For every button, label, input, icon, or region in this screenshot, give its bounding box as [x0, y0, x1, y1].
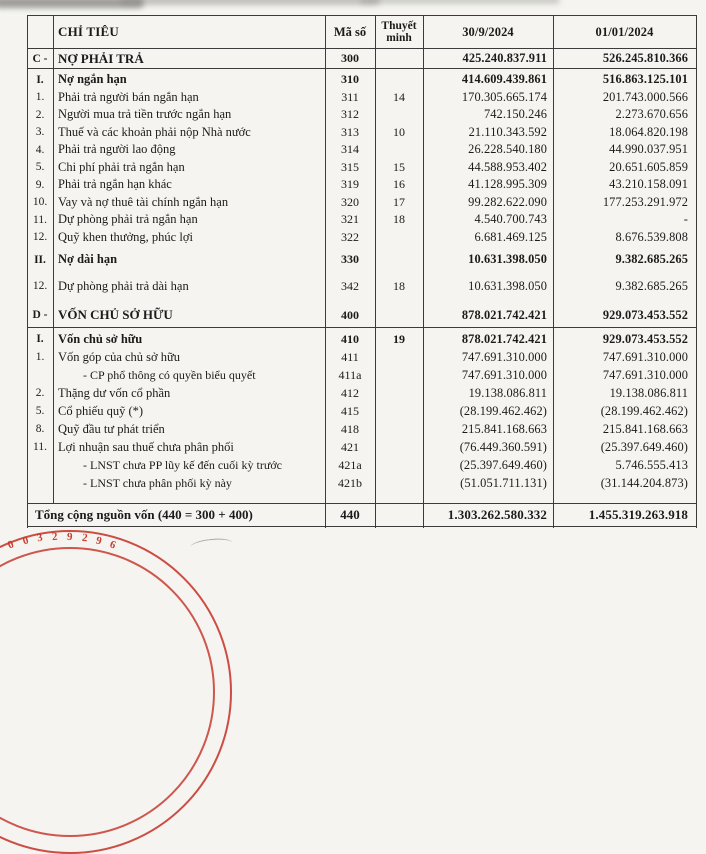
row-code: 418 — [341, 421, 359, 436]
row-label: Dự phòng phải trả ngắn hạn — [58, 212, 198, 227]
row-number: 2. — [35, 387, 45, 399]
row-label: Quỹ khen thưởng, phúc lợi — [58, 229, 193, 244]
value-current: 26.228.540.180 — [468, 142, 547, 157]
row-code: 342 — [341, 278, 359, 293]
stamp-digit: 2 — [51, 530, 58, 543]
table-row-300 — [27, 49, 697, 69]
row-number: 12. — [32, 280, 48, 293]
row-number: 8. — [35, 423, 45, 435]
value-prior: 929.073.453.552 — [602, 331, 688, 346]
row-note: 18 — [393, 212, 405, 227]
value-prior: 516.863.125.101 — [602, 72, 688, 87]
row-code: 322 — [341, 229, 359, 244]
value-prior: 19.138.086.811 — [609, 385, 688, 400]
row-code: 411a — [338, 367, 362, 382]
row-code: 314 — [341, 142, 359, 157]
value-current: 414.609.439.861 — [461, 72, 547, 87]
value-current: 747.691.310.000 — [461, 349, 547, 364]
row-code: 440 — [340, 507, 360, 522]
table-row-314 — [27, 141, 697, 159]
row-label: - LNST chưa PP lũy kế đến cuối kỳ trước — [83, 457, 282, 472]
header-code-label: Mã số — [333, 24, 367, 39]
row-number: I. — [36, 333, 44, 345]
value-prior: - — [683, 212, 688, 227]
table-row-411 — [27, 348, 697, 366]
value-prior: 9.382.685.265 — [615, 278, 688, 293]
row-number: 1. — [35, 351, 45, 363]
value-prior: (28.199.462.462) — [600, 403, 688, 418]
value-prior: 5.746.555.413 — [615, 457, 688, 472]
scan-artifact — [360, 0, 560, 4]
table-row-421b — [27, 474, 697, 492]
value-current: (25.397.649.460) — [459, 457, 547, 472]
stamp-digit: 3 — [35, 531, 44, 545]
table-row-342 — [27, 278, 697, 296]
table-row-315 — [27, 159, 697, 177]
value-current: 44.588.953.402 — [468, 159, 547, 174]
table-row-412 — [27, 384, 697, 402]
table-rows — [27, 49, 697, 527]
table-row-321 — [27, 211, 697, 229]
value-prior: 929.073.453.552 — [602, 307, 688, 322]
header-note-line1: Thuyết — [381, 19, 417, 32]
row-number: 5. — [35, 405, 45, 417]
row-label: Lợi nhuận sau thuế chưa phân phối — [58, 439, 234, 454]
stamp-outer-ring — [0, 530, 232, 854]
value-current: 170.305.665.174 — [461, 89, 547, 104]
row-number: 4. — [35, 143, 45, 156]
balance-sheet-table — [27, 15, 697, 529]
value-prior: 215.841.168.663 — [602, 421, 688, 436]
scan-artifact — [0, 0, 144, 8]
table-row-330 — [27, 251, 697, 269]
row-note: 14 — [393, 89, 405, 104]
row-number: C - — [32, 52, 48, 65]
table-row-421a — [27, 456, 697, 474]
row-label: Vay và nợ thuê tài chính ngắn hạn — [58, 194, 229, 209]
row-number: 11. — [33, 213, 47, 226]
stamp-digit: 2 — [81, 531, 89, 545]
row-label: Nợ dài hạn — [58, 252, 118, 267]
row-label: Nợ ngắn hạn — [58, 72, 127, 87]
value-current: 99.282.622.090 — [468, 194, 547, 209]
table-row-319 — [27, 176, 697, 194]
row-number: D - — [32, 309, 48, 321]
row-label: Chi phí phải trả ngắn hạn — [58, 159, 185, 174]
value-current: 21.110.343.592 — [468, 124, 547, 139]
row-number: 10. — [32, 196, 48, 209]
row-code: 412 — [341, 385, 359, 400]
row-label: Tổng cộng nguồn vốn (440 = 300 + 400) — [35, 507, 253, 522]
row-label: Vốn góp của chủ sở hữu — [58, 349, 181, 364]
table-row-322 — [27, 229, 697, 247]
value-prior: 747.691.310.000 — [602, 367, 688, 382]
row-label: - LNST chưa phân phối kỳ này — [83, 475, 232, 490]
table-row-311 — [27, 89, 697, 107]
row-code: 421 — [341, 439, 359, 454]
stamp-digit: 0 — [5, 538, 16, 552]
row-number: I. — [36, 73, 44, 86]
row-code: 319 — [341, 177, 359, 192]
row-code: 400 — [341, 307, 359, 322]
table-row-313 — [27, 124, 697, 142]
value-prior: 177.253.291.972 — [602, 194, 688, 209]
value-prior: 8.676.539.808 — [615, 229, 688, 244]
row-note: 18 — [393, 278, 405, 293]
row-number: 5. — [35, 161, 45, 174]
scan-artifact — [120, 0, 380, 5]
row-note: 16 — [393, 177, 405, 192]
row-note: 10 — [393, 124, 405, 139]
value-current: 1.303.262.580.332 — [447, 507, 547, 522]
row-code: 411 — [341, 349, 359, 364]
row-label: NỢ PHẢI TRẢ — [58, 50, 144, 66]
row-number: 9. — [35, 178, 45, 191]
header-prior-period: 01/01/2024 — [595, 24, 654, 39]
header-item-label: CHỈ TIÊU — [58, 24, 119, 39]
row-code: 320 — [341, 194, 359, 209]
value-prior: 1.455.319.263.918 — [588, 507, 688, 522]
value-current: 878.021.742.421 — [461, 307, 547, 322]
row-label: Quỹ đầu tư phát triển — [58, 421, 165, 436]
row-code: 311 — [341, 89, 359, 104]
row-code: 300 — [341, 51, 359, 65]
row-label: VỐN CHỦ SỞ HỮU — [58, 307, 173, 322]
value-current: 747.691.310.000 — [461, 367, 547, 382]
value-prior: 526.245.810.366 — [602, 51, 688, 65]
value-prior: 201.743.000.566 — [602, 89, 688, 104]
row-label: Vốn chủ sở hữu — [58, 331, 143, 346]
row-code: 312 — [341, 107, 359, 122]
header-current-period: 30/9/2024 — [462, 24, 514, 39]
row-code: 321 — [341, 212, 359, 227]
row-label: Thặng dư vốn cổ phần — [58, 385, 171, 400]
value-current: 4.540.700.743 — [474, 212, 547, 227]
value-current: (76.449.360.591) — [459, 439, 547, 454]
row-label: Phải trả ngắn hạn khác — [58, 177, 172, 192]
header-note-line2: minh — [386, 32, 412, 44]
value-prior: 44.990.037.951 — [609, 142, 688, 157]
value-current: (28.199.462.462) — [459, 403, 547, 418]
row-label: - CP phổ thông có quyền biểu quyết — [83, 367, 256, 382]
value-current: 10.631.398.050 — [468, 278, 547, 293]
table-row-310 — [27, 71, 697, 89]
value-current: 10.631.398.050 — [468, 252, 547, 267]
stamp-digit: 9 — [66, 530, 73, 543]
row-code: 415 — [341, 403, 359, 418]
row-label: Dự phòng phải trả dài hạn — [58, 278, 189, 293]
value-prior: 20.651.605.859 — [609, 159, 688, 174]
table-row-410 — [27, 330, 697, 348]
row-code: 421b — [338, 475, 362, 490]
value-current: (51.051.711.131) — [460, 475, 547, 490]
row-code: 410 — [341, 331, 359, 346]
table-row-418 — [27, 420, 697, 438]
row-code: 313 — [341, 124, 359, 139]
row-number: 3. — [35, 126, 45, 139]
row-label: Thuế và các khoản phải nộp Nhà nước — [58, 124, 251, 139]
value-current: 742.150.246 — [483, 107, 547, 122]
value-prior: 9.382.685.265 — [615, 252, 688, 267]
value-current: 6.681.469.125 — [474, 229, 547, 244]
row-number: 11. — [33, 441, 47, 453]
stamp-digit: 6 — [108, 538, 118, 552]
row-code: 315 — [341, 159, 359, 174]
table-row-440 — [27, 503, 697, 527]
value-current: 215.841.168.663 — [461, 421, 547, 436]
stamp-digit: 0 — [21, 534, 31, 548]
row-label: Người mua trả tiền trước ngắn hạn — [58, 107, 232, 122]
row-label: Phải trả người bán ngắn hạn — [58, 89, 199, 104]
value-current: 425.240.837.911 — [462, 51, 547, 65]
row-number: 2. — [35, 108, 45, 121]
value-prior: 747.691.310.000 — [602, 349, 688, 364]
value-current: 19.138.086.811 — [468, 385, 547, 400]
row-code: 421a — [338, 457, 362, 472]
row-note: 15 — [393, 159, 405, 174]
table-row-421 — [27, 438, 697, 456]
table-row-400 — [27, 303, 697, 328]
row-number: 1. — [35, 91, 45, 104]
value-prior: 18.064.820.198 — [609, 124, 688, 139]
row-number: 12. — [32, 231, 48, 244]
table-row-415 — [27, 402, 697, 420]
table-row-312 — [27, 106, 697, 124]
value-prior: 43.210.158.091 — [609, 177, 688, 192]
header-note-label — [375, 20, 423, 44]
value-current: 878.021.742.421 — [461, 331, 547, 346]
row-note: 17 — [393, 194, 405, 209]
value-current: 41.128.995.309 — [468, 177, 547, 192]
row-code: 310 — [341, 72, 359, 87]
row-code: 330 — [341, 252, 359, 267]
stamp-inner-ring — [0, 547, 215, 837]
value-prior: (25.397.649.460) — [600, 439, 688, 454]
table-header-row — [27, 16, 697, 49]
row-label: Cổ phiếu quỹ (*) — [58, 403, 144, 418]
table-row-411a — [27, 366, 697, 384]
table-row-320 — [27, 194, 697, 212]
row-note: 19 — [393, 331, 405, 346]
pen-mark — [190, 536, 233, 548]
value-prior: 2.273.670.656 — [615, 107, 688, 122]
row-label: Phải trả người lao động — [58, 142, 176, 157]
stamp-digit: 9 — [94, 534, 103, 548]
row-number: II. — [34, 253, 46, 266]
value-prior: (31.144.204.873) — [600, 475, 688, 490]
